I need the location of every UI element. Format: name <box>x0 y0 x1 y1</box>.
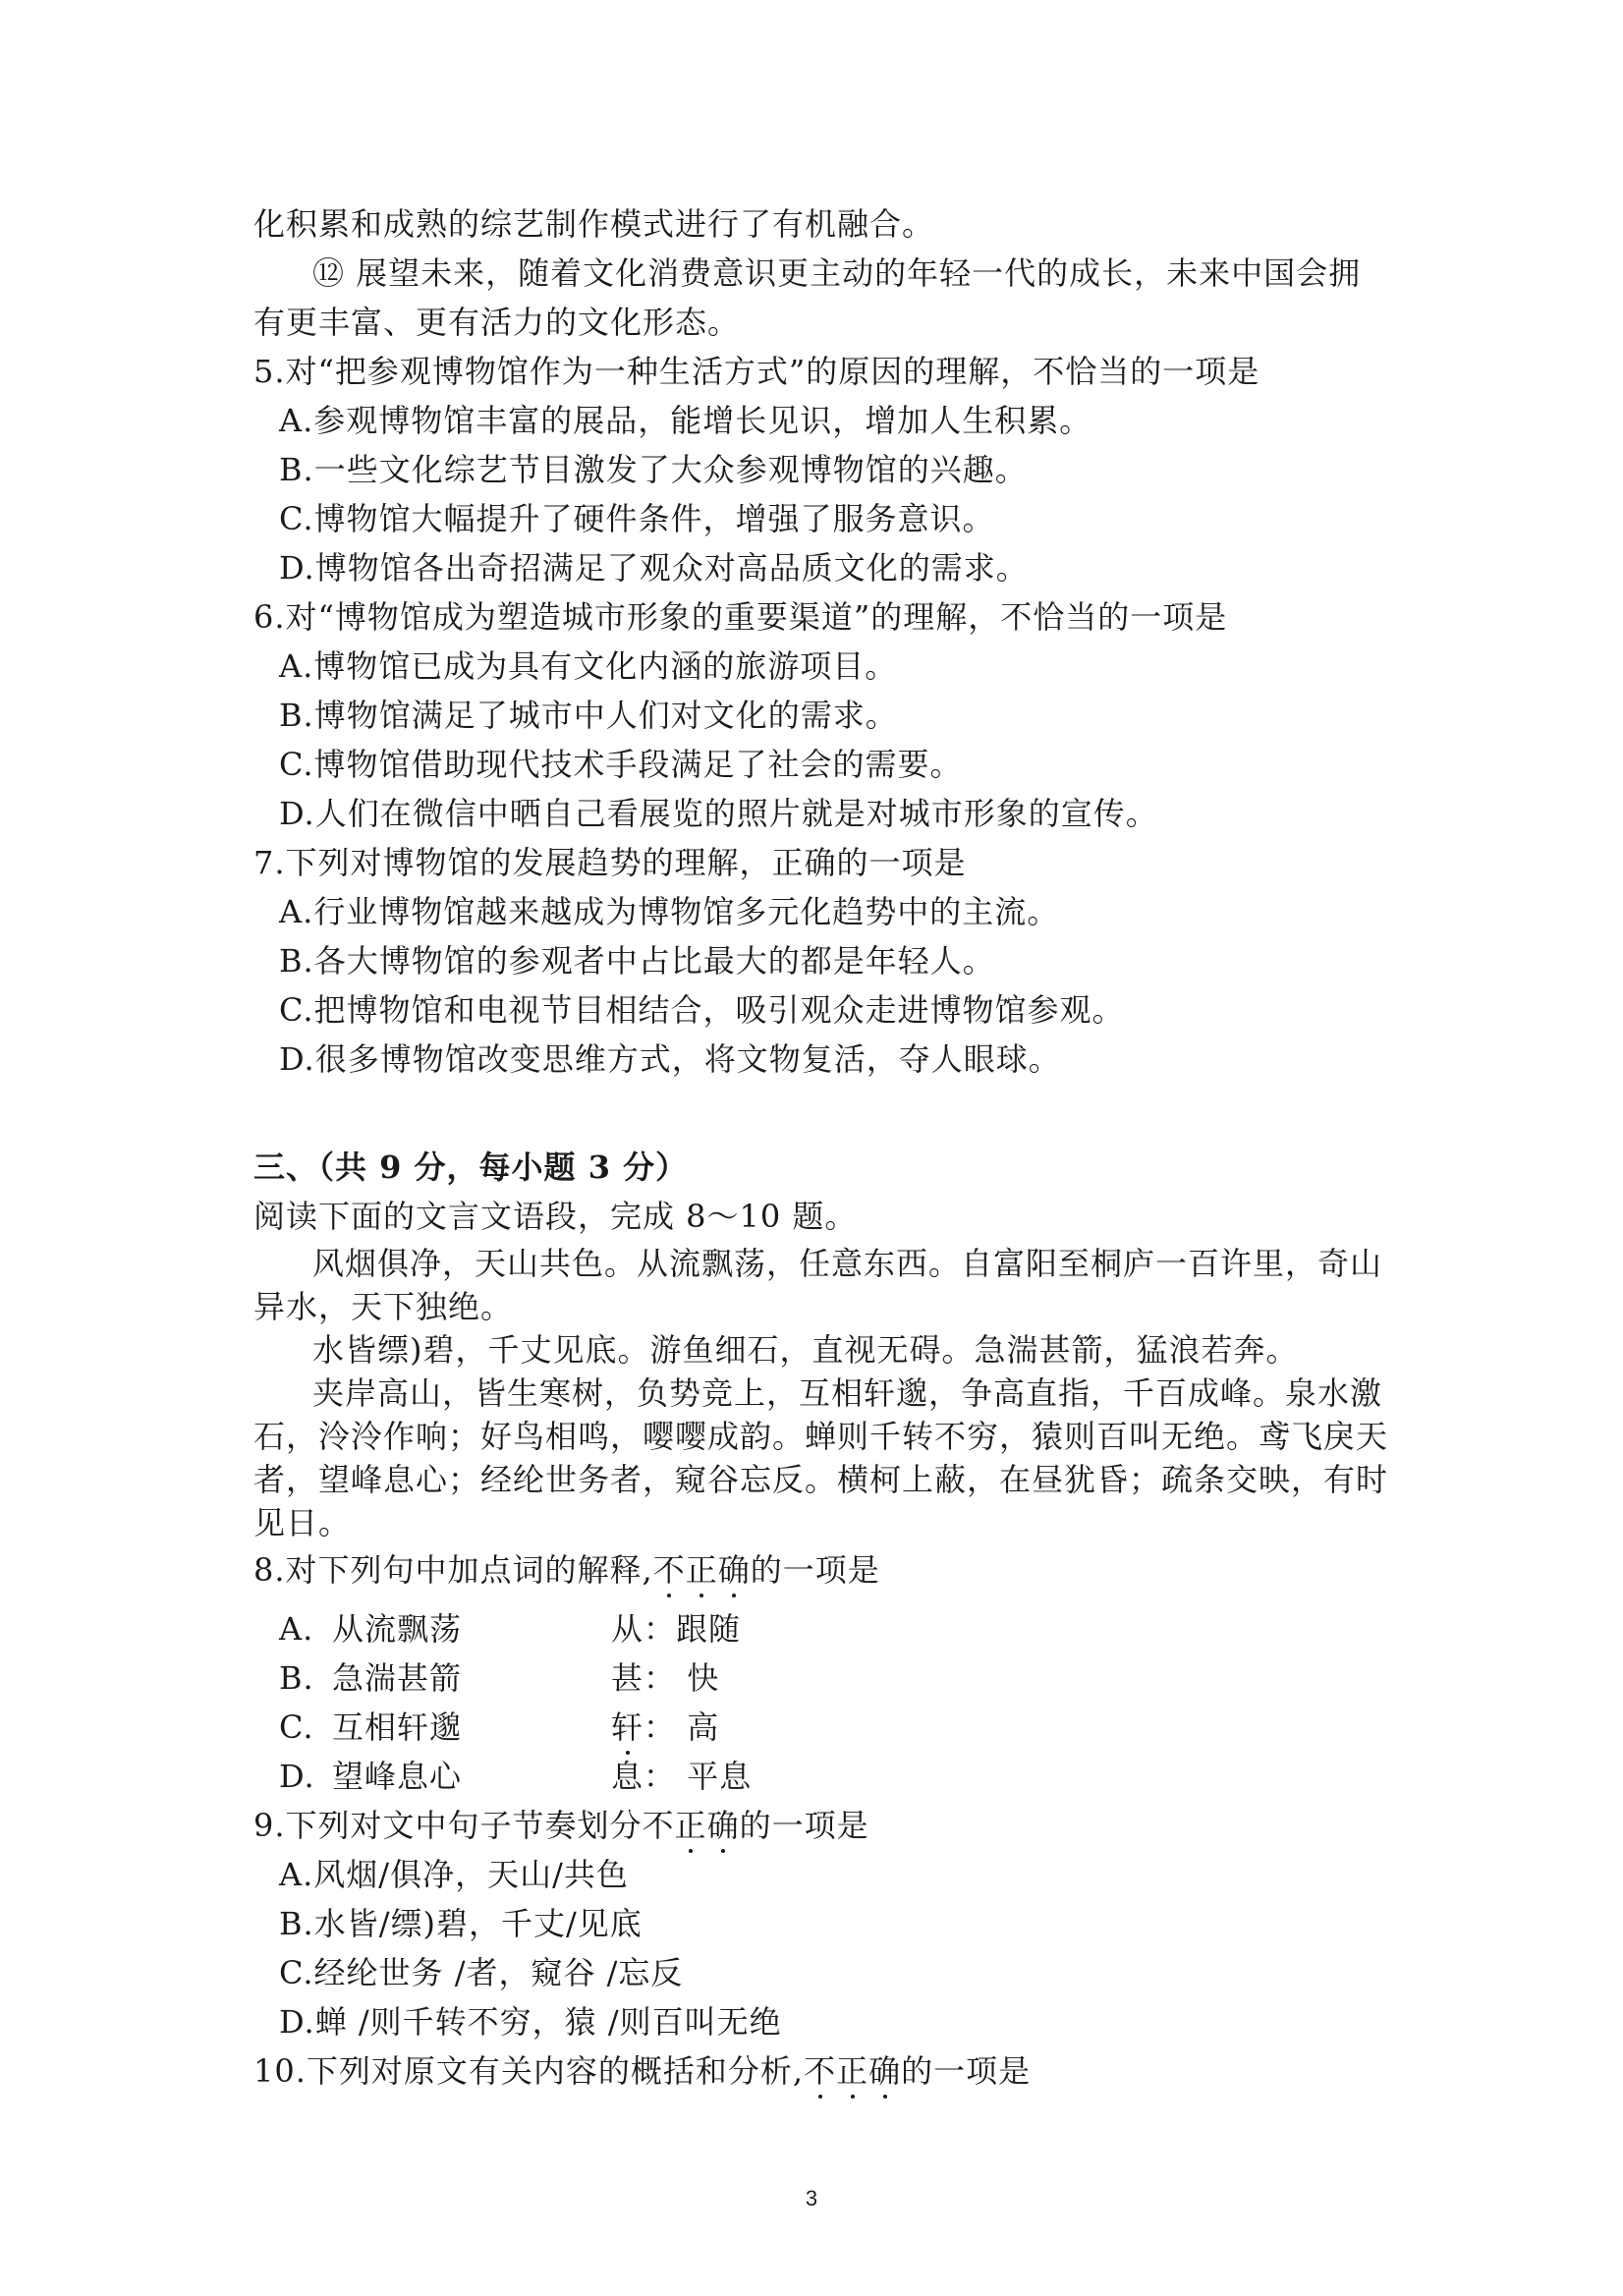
question-6-stem: 6.对“博物馆成为塑造城市形象的重要渠道”的理解，不恰当的一项是 <box>253 598 1228 636</box>
question-9-stem-text: 9.下列对文中句子节奏划分不 <box>253 1807 675 1844</box>
passage-line: 化积累和成熟的综艺制作模式进行了有机融合。 <box>253 205 935 243</box>
question-7-option-b: B.各大博物馆的参观者中占比最大的都是年轻人。 <box>279 942 995 980</box>
option-definition <box>611 1757 752 1796</box>
question-10-stem-text: 10.下列对原文有关内容的概括和分析, <box>253 2052 805 2090</box>
question-5-option-a: A.参观博物馆丰富的展品，能增长见识，增加人生积累。 <box>279 402 1092 439</box>
classical-text-line: 者，望峰息心；经纶世务者，窥谷忘反。横柯上蔽，在昼犹昏；疏条交映，有时 <box>253 1461 1389 1498</box>
question-5-option-d: D.博物馆各出奇招满足了观众对高品质文化的需求。 <box>279 549 1029 587</box>
question-8-stem-text: 8.对下列句中加点词的解释, <box>253 1551 653 1589</box>
option-phrase: 从流飘荡 <box>332 1610 463 1648</box>
question-6-option-b: B.博物馆满足了城市中人们对文化的需求。 <box>279 697 898 734</box>
option-meaning: 快 <box>676 1659 720 1697</box>
question-9-option-c: C.经纶世务 /者，窥谷 /忘反 <box>279 1954 684 1991</box>
option-meaning: 高 <box>676 1708 720 1746</box>
question-10-stem-text: 的一项是 <box>901 2052 1032 2090</box>
emphasis-char: 确 <box>717 1551 751 1589</box>
question-7-stem: 7.下列对博物馆的发展趋势的理解，正确的一项是 <box>253 844 967 881</box>
option-definition <box>611 1658 719 1698</box>
question-6-option-c: C.博物馆借助现代技术手段满足了社会的需要。 <box>279 746 963 783</box>
question-9-option-a: A.风烟/俱净，天山/共色 <box>279 1856 629 1893</box>
emphasis-char: 正 <box>836 2052 869 2090</box>
classical-text-line: 风烟俱净，天山共色。从流飘荡，任意东西。自富阳至桐庐一百许里，奇山 <box>312 1245 1383 1282</box>
question-9-option-d: D.蝉 /则千转不穷，猿 /则百叫无绝 <box>279 2003 782 2041</box>
option-separator: ： <box>644 1758 677 1795</box>
option-word: 甚 <box>611 1659 644 1697</box>
section-3-heading: 三、（共 9 分，每小题 3 分） <box>253 1148 689 1186</box>
passage-paragraph-12: ⑫ 展望未来，随着文化消费意识更主动的年轻一代的成长，未来中国会拥 <box>312 254 1362 292</box>
emphasis-char: 不 <box>804 2052 837 2090</box>
question-9-stem-text: 的一项是 <box>739 1807 869 1844</box>
question-5-stem: 5.对“把参观博物馆作为一种生活方式”的原因的理解，不恰当的一项是 <box>253 353 1260 390</box>
option-word: 息 <box>611 1758 644 1795</box>
question-7-option-a: A.行业博物馆越来越成为博物馆多元化趋势中的主流。 <box>279 893 1060 930</box>
question-7-option-d: D.很多博物馆改变思维方式，将文物复活，夺人眼球。 <box>279 1040 1061 1078</box>
passage-line: 有更丰富、更有活力的文化形态。 <box>253 304 741 341</box>
page-number: 3 <box>805 2186 818 2211</box>
option-letter: A. <box>279 1610 314 1648</box>
option-word: 轩 <box>611 1708 644 1746</box>
question-9-option-b: B.水皆/缥)碧，千丈/见底 <box>279 1905 643 1942</box>
option-separator: ： <box>644 1610 677 1648</box>
question-6-option-d: D.人们在微信中晒自己看展览的照片就是对城市形象的宣传。 <box>279 795 1158 832</box>
emphasis-char: 确 <box>706 1807 740 1844</box>
section-3-instruction: 阅读下面的文言文语段，完成 8～10 题。 <box>253 1198 858 1235</box>
question-5-option-b: B.一些文化综艺节目激发了大众参观博物馆的兴趣。 <box>279 451 1028 488</box>
question-6-option-a: A.博物馆已成为具有文化内涵的旅游项目。 <box>279 647 898 685</box>
classical-text-line: 石，泠泠作响；好鸟相鸣，嘤嘤成韵。蝉则千转不穷，猿则百叫无绝。鸢飞戾天 <box>253 1418 1389 1455</box>
option-meaning: 平息 <box>676 1758 753 1795</box>
option-phrase: 望峰息心 <box>332 1758 463 1795</box>
question-5-option-c: C.博物馆大幅提升了硬件条件，增强了服务意识。 <box>279 500 995 537</box>
emphasis-char: 正 <box>674 1807 707 1844</box>
question-9-stem <box>253 1806 869 1845</box>
question-8-stem <box>253 1550 880 1590</box>
option-phrase: 急湍甚箭 <box>332 1659 463 1697</box>
option-separator: ： <box>644 1708 677 1746</box>
option-definition <box>611 1609 741 1649</box>
classical-text-line: 夹岸高山，皆生寒树，负势竞上，互相轩邈，争高直指，千百成峰。泉水激 <box>312 1374 1383 1412</box>
question-7-option-c: C.把博物馆和电视节目相结合，吸引观众走进博物馆参观。 <box>279 991 1125 1029</box>
emphasis-char: 不 <box>652 1551 686 1589</box>
option-letter: B. <box>279 1659 314 1697</box>
option-phrase: 互相轩邈 <box>332 1708 463 1746</box>
option-separator: ： <box>644 1659 677 1697</box>
emphasis-char: 确 <box>868 2052 902 2090</box>
classical-text-line: 见日。 <box>253 1504 352 1541</box>
emphasis-char: 正 <box>685 1551 718 1589</box>
question-8-stem-text: 的一项是 <box>750 1551 880 1589</box>
classical-text-line: 水皆缥)碧，千丈见底。游鱼细石，直视无碍。急湍甚箭，猛浪若奔。 <box>312 1331 1299 1369</box>
question-10-stem <box>253 2051 1031 2091</box>
option-definition <box>611 1708 719 1747</box>
option-meaning: 跟随 <box>676 1610 742 1648</box>
option-letter: D. <box>279 1758 315 1795</box>
classical-text-line: 异水，天下独绝。 <box>253 1288 514 1325</box>
option-word: 从 <box>611 1610 644 1648</box>
option-letter: C. <box>279 1708 314 1746</box>
